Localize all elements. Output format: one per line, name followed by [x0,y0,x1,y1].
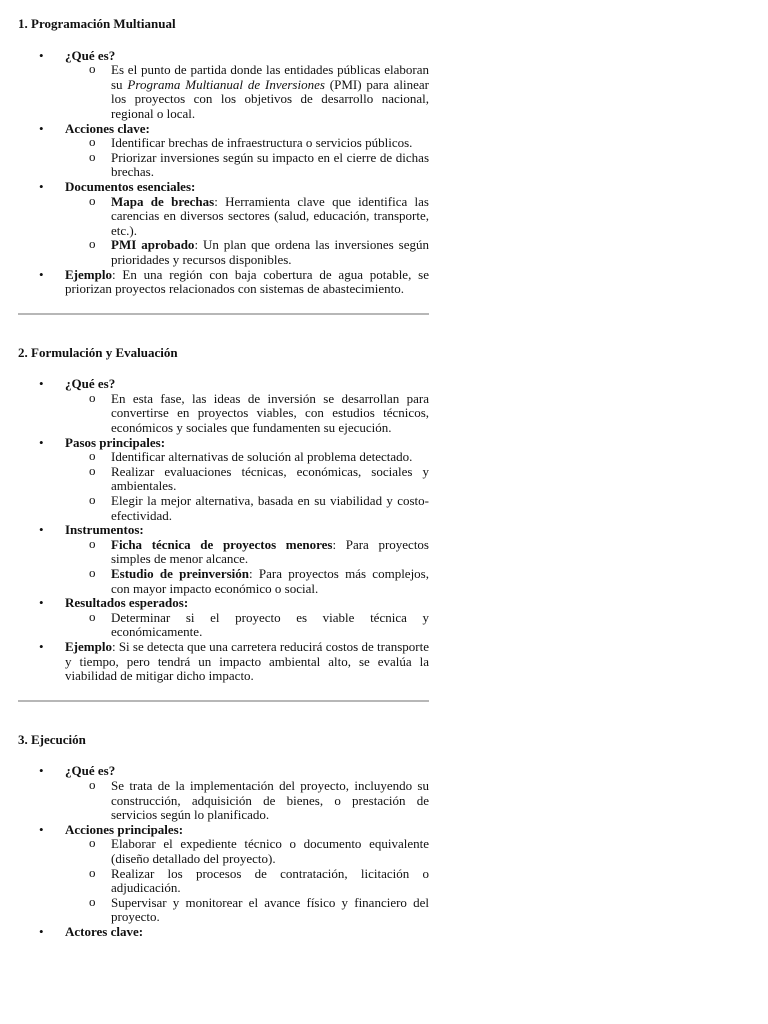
section-divider [18,700,429,702]
bullet-label: Acciones principales: [65,821,184,837]
section-title-ejecucion: 3. Ejecución [18,731,86,747]
sub-list [65,136,429,180]
sub-item [65,238,429,267]
sub-item-text: Es el punto de partida donde las entidades públicas elaboran su [111,62,429,92]
sub-item-text: (PMI) para alinear los proyectos con los objetivos de desarrollo nacional, regional o local. [111,76,429,121]
bullet-instrumentos [18,523,429,596]
sub-item-term: Estudio de preinversión [111,566,250,581]
sub-item: o En esta fase, las ideas de inversión se desarrollan para convertirse en proyectos viables, con estudios técnicos, económicos y sociales que fundamenten su ejecución. [65,392,429,436]
bullet-label: Instrumentos: [65,522,144,538]
section-title-programacion-multianual: 1. Programación Multianual [18,16,176,31]
bullet-label: ¿Qué es? [65,376,116,392]
section-3-list [18,764,429,939]
bullet-label: ¿Qué es? [65,763,116,779]
sub-item-term: Ficha técnica de proyectos menores [111,536,333,552]
sub-list [65,63,429,121]
bullet-label: Ejemplo [65,266,112,282]
section-title-formulacion-evaluacion: 2. Formulación y Evaluación [18,344,178,360]
bullet-resultados-esperados [18,596,429,640]
bullet-text: : En una región con baja cobertura de agua potable, se priorizan proyectos relacionados con sistemas de abastecimiento. [65,266,429,297]
section-2-list [18,377,429,683]
sub-list [65,779,429,823]
sub-item: o Realizar evaluaciones técnicas, económicas, sociales y ambientales. [65,465,429,494]
sub-item: o Priorizar inversiones según su impacto en el cierre de dichas brechas. [65,151,429,180]
sub-item [65,538,429,567]
section-divider [18,313,429,315]
sub-list [65,195,429,268]
sub-item-text: : Para proyectos más complejos, con mayor impacto económico o social. [111,566,429,596]
sub-item-term: Mapa de brechas [111,193,215,209]
sub-list [65,837,429,925]
sub-item: o Identificar brechas de infraestructura o servicios públicos. [65,136,429,151]
bullet-documentos-esenciales [18,180,429,268]
sub-item [65,567,429,596]
sub-item: o Elegir la mejor alternativa, basada en su viabilidad y costo-efectividad. [65,494,429,523]
bullet-ejemplo [18,640,429,684]
bullet-actores-clave [18,925,429,940]
bullet-acciones-principales [18,823,429,925]
sub-list [65,538,429,596]
bullet-label: Actores clave: [65,923,144,939]
sub-item: o Supervisar y monitorear el avance físico y financiero del proyecto. [65,896,429,925]
sub-item: o Determinar si el proyecto es viable técnica y económicamente. [65,611,429,640]
bullet-label: Pasos principales: [65,434,166,450]
sub-item: o Se trata de la implementación del proyecto, incluyendo su construcción, adquisición de bienes, o prestación de servicios según lo planificado. [65,779,429,823]
sub-list [65,392,429,436]
bullet-label: ¿Qué es? [65,47,116,63]
sub-list [65,450,429,523]
sub-item: o Elaborar el expediente técnico o documento equivalente (diseño detallado del proyecto). [65,837,429,866]
sub-item: o Realizar los procesos de contratación, licitación o adjudicación. [65,867,429,896]
sub-item-term: PMI aprobado [111,237,195,253]
sub-item: o Identificar alternativas de solución al problema detectado. [65,450,429,465]
bullet-label: Documentos esenciales: [65,178,196,194]
sub-item-text: : Para proyectos simples de menor alcance. [111,536,429,567]
bullet-pasos-principales [18,436,429,524]
sub-item [65,63,429,121]
section-1-list [18,49,429,297]
sub-item-text: : Herramienta clave que identifica las carencias en diversos sectores (salud, educación, transporte, etc.). [111,193,429,238]
sub-item-text: : Un plan que ordena las inversiones según prioridades y recursos disponibles. [111,237,429,267]
sub-item [65,195,429,239]
sub-list [65,611,429,640]
bullet-que-es [18,49,429,122]
bullet-label: Ejemplo [65,638,112,654]
bullet-que-es [18,764,429,822]
bullet-acciones-clave [18,122,429,180]
bullet-ejemplo [18,268,429,297]
bullet-text: : Si se detecta que una carretera reducirá costos de transporte y tiempo, pero tendrá un impacto ambiental alto, se evalúa la viabilidad de mitigar dicho impacto. [65,638,429,684]
bullet-que-es [18,377,429,435]
sub-item-italic-text: Programa Multianual de Inversiones [127,76,325,92]
bullet-label: Resultados esperados: [65,595,189,611]
document-page [18,0,429,939]
bullet-label: Acciones clave: [65,120,150,136]
